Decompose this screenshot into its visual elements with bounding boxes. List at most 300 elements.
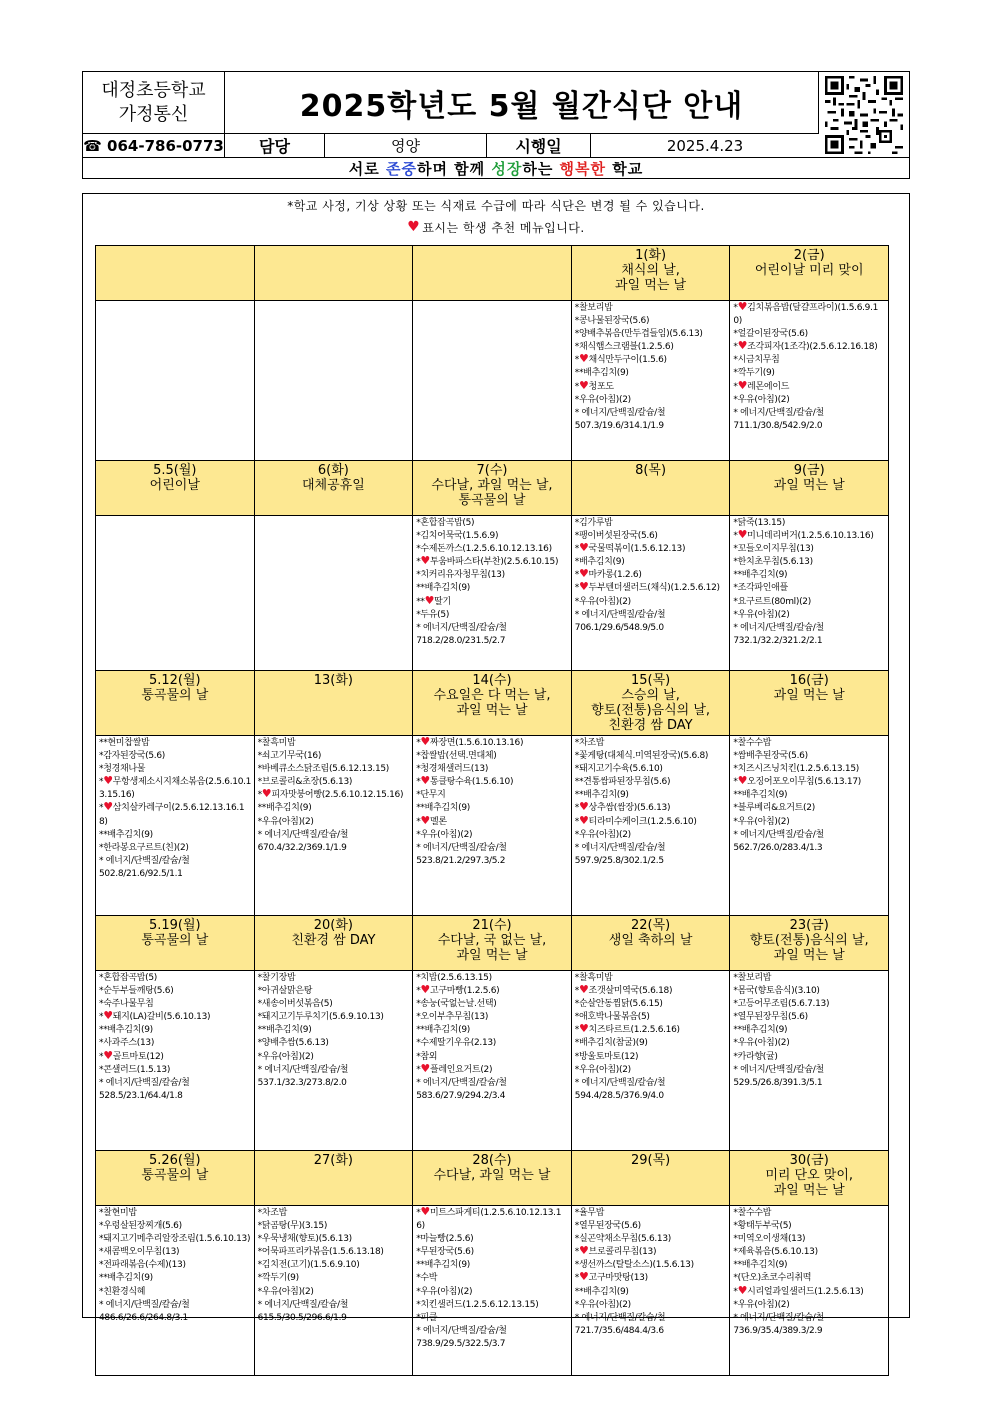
day-date: 27(화) [313, 1153, 354, 1168]
day-date: 29(목) [630, 1153, 671, 1168]
day-date: 5.5(월) [153, 463, 197, 478]
week-heading-row [96, 916, 889, 971]
menu-item [733, 1233, 886, 1246]
menu-item [733, 543, 886, 556]
menu-item-text: **현미찹쌀밥 [99, 738, 150, 748]
menu-item-text: *숙주나물무침 [99, 999, 154, 1010]
day-menu-cell [254, 516, 413, 671]
menu-item [258, 1207, 411, 1220]
menu-item [733, 367, 886, 380]
slogan-segment: 행복한 [559, 159, 607, 178]
menu-item-name: 마카롱(1.2.6) [588, 570, 642, 581]
day-heading [730, 916, 889, 971]
menu-item [99, 1220, 252, 1233]
menu-item [416, 789, 569, 802]
menu-item [733, 1011, 886, 1024]
nutrition-values: 486.6/26.6/264.8/3.1 [99, 1312, 188, 1323]
menu-item-text: *찰보리밥 [574, 303, 613, 313]
day-heading [730, 461, 889, 516]
menu-item-text: *새콤백오이무침(13) [99, 1247, 180, 1258]
menu-item-text: *콘샐러드(1.5.13) [99, 1064, 171, 1075]
menu-item [575, 1037, 728, 1050]
menu-item-name: 고구마맛탕(13) [588, 1273, 648, 1284]
day-date: 7(수) [476, 463, 508, 478]
menu-item-text: * [574, 1247, 579, 1258]
menu-item-text: * [733, 342, 738, 353]
day-date: 2(금) [793, 248, 825, 263]
nutrition-label: * 에너지/단백질/칼슘/철 [99, 1077, 190, 1088]
day-heading [254, 461, 413, 516]
menu-item-name: 조각피자(1조각)(2.5.6.12.16.18) [747, 342, 878, 353]
menu-item-name: 삼치살카레구이(2.5.6.12.13.16.18) [99, 803, 245, 827]
menu-item-text: * [574, 816, 579, 827]
menu-item-text: *우묵냉채(향토)(5.6.13) [257, 1234, 352, 1245]
menu-item [575, 582, 728, 595]
menu-item-text: *실곤약채소무침(5.6.13) [574, 1234, 671, 1245]
menu-item-text: *수박 [416, 1273, 438, 1284]
nutrition-values: 529.5/26.8/391.3/5.1 [733, 1077, 823, 1088]
menu-item [575, 1259, 728, 1272]
menu-item-text: *돼지고기두루치기(5.6.9.10.13) [257, 1012, 384, 1023]
menu-item-text: * [574, 1025, 579, 1036]
nutrition-label: * 에너지/단백질/칼슘/철 [574, 842, 666, 853]
nutrition-values: 507.3/19.6/314.1/1.9 [574, 420, 664, 431]
heart-icon: ♥ [578, 567, 589, 581]
menu-item-text: *열무된장무침(5.6) [733, 1012, 808, 1023]
day-heading [254, 1151, 413, 1206]
day-theme: 통곡물의 날 [141, 688, 209, 703]
menu-item [258, 1246, 411, 1259]
menu-item [416, 569, 569, 582]
menu-item-text: *쇠고기무국(16) [257, 751, 322, 762]
menu-item-text: *우유(아침)(2) [574, 1064, 631, 1075]
menu-item [99, 1207, 252, 1220]
nutrition-label: * 에너지/단백질/칼슘/철 [257, 1064, 349, 1075]
menu-item-text: *우유(아침)(2) [574, 394, 631, 405]
menu-item-text: *콩나물된장국(5.6) [574, 316, 650, 327]
day-heading [571, 671, 730, 736]
menu-item [416, 1011, 569, 1024]
menu-item [416, 517, 569, 530]
nutrition-label: * 에너지/단백질/칼슘/철 [574, 1312, 666, 1323]
menu-item-name: 브로콜리무침(13) [588, 1247, 657, 1258]
day-theme: 수다날, 과일 먹는 날, [431, 478, 553, 493]
slogan-segment: 학교 [606, 159, 644, 178]
notice-recommend [83, 216, 909, 238]
day-menu-cell [730, 301, 889, 461]
day-heading [96, 1151, 255, 1206]
nutrition-label: * 에너지/단백질/칼슘/철 [574, 1077, 666, 1088]
menu-item [99, 1037, 252, 1050]
menu-item [258, 972, 411, 985]
menu-item [575, 596, 728, 609]
menu-item [99, 763, 252, 776]
menu-item-text: * [99, 777, 104, 788]
menu-item-text: **배추김치(9) [733, 1025, 788, 1036]
sihaeng-date: 2025.4.23 [666, 136, 744, 155]
menu-item [258, 763, 411, 776]
day-menu-cell [730, 971, 889, 1151]
menu-item-text: *친환경식혜 [99, 1286, 146, 1297]
menu-item-text: **배추김치(9) [574, 1286, 629, 1297]
menu-item-text: * [416, 738, 421, 748]
menu-item [574, 378, 728, 394]
slogan-segment: 서로 [348, 159, 386, 178]
heart-icon: ♥ [420, 554, 430, 568]
menu-item-text: *팽이버섯된장국(5.6) [574, 531, 658, 542]
day-theme: 수다날, 국 없는 날, [437, 933, 547, 948]
menu-item-text: *청경채샐러드(13) [416, 764, 489, 775]
menu-item [733, 1024, 886, 1037]
menu-item [733, 816, 886, 829]
menu-item-text: *닭곰탕(무)(3.15) [257, 1221, 328, 1232]
week-menu-row [96, 301, 889, 461]
menu-item-name: 오징어포오이무침(5.6.13.17) [747, 777, 861, 788]
day-heading [96, 671, 255, 736]
menu-item [258, 776, 411, 789]
menu-item-text: *수제돈까스(1.2.5.6.10.12.13.16) [416, 544, 552, 555]
heart-icon: ♥ [578, 378, 589, 392]
menu-item [416, 813, 569, 829]
day-menu-cell [413, 736, 572, 916]
heart-icon: ♥ [737, 1283, 748, 1297]
menu-item-text: *배추김치(참굴)(9) [574, 1038, 648, 1049]
menu-item [575, 315, 728, 328]
menu-item-text: *한치초무침(5.6.13) [733, 557, 813, 568]
menu-item [733, 985, 886, 998]
day-heading [571, 1151, 730, 1206]
menu-item [416, 582, 569, 595]
day-menu-cell [254, 971, 413, 1151]
day-date: 20(화) [313, 918, 354, 933]
qr-code-image [825, 76, 903, 154]
menu-item-text: *양배추볶음(만두겹들임)(5.6.13) [574, 329, 703, 340]
week-heading-row [96, 461, 889, 516]
slogan-segment: 하는 [522, 159, 560, 178]
day-theme: 과일 먹는 날 [456, 703, 528, 718]
day-heading [730, 671, 889, 736]
day-menu-cell [96, 736, 255, 916]
day-heading [254, 671, 413, 736]
day-theme: 과일 먹는 날 [773, 1183, 845, 1198]
menu-item-text: **배추김치(9) [416, 1260, 471, 1271]
nutrition-label: * 에너지/단백질/칼슘/철 [257, 829, 349, 840]
menu-item [99, 1011, 252, 1024]
nutrition-label: * 에너지/단백질/칼슘/철 [733, 1064, 824, 1075]
menu-item-text: *우유(아침)(2) [733, 609, 790, 620]
heart-icon: ♥ [261, 787, 272, 801]
menu-item-text: *찰흑미밥 [574, 973, 613, 983]
heart-icon: ♥ [578, 813, 589, 827]
day-menu-cell [413, 971, 572, 1151]
menu-item-text: *돼지고기메추리알장조림(1.5.6.10.13) [99, 1234, 251, 1245]
day-heading [254, 916, 413, 971]
menu-item [99, 776, 252, 802]
day-menu-cell [571, 1206, 730, 1376]
menu-item-text: **배추김치(9) [99, 1273, 153, 1284]
menu-item [99, 972, 252, 985]
menu-item [258, 816, 411, 829]
menu-item [99, 1286, 252, 1299]
menu-item-text: **배추김치(9) [574, 368, 629, 379]
day-date: 21(수) [472, 918, 512, 933]
menu-item-text: *깍두기(9) [733, 368, 775, 379]
menu-item [416, 1037, 569, 1050]
nutrition-values: 537.1/32.3/273.8/2.0 [257, 1077, 347, 1088]
menu-item-text: *찰현미밥 [99, 1208, 137, 1218]
menu-item-text: *우유(아침)(2) [257, 816, 314, 827]
heart-icon: ♥ [578, 1022, 589, 1036]
menu-item [99, 1259, 252, 1272]
day-menu-cell [96, 516, 255, 671]
menu-item [416, 609, 569, 622]
menu-item-text: *참외 [416, 1051, 438, 1062]
nutrition-label: * 에너지/단백질/칼슘/철 [416, 1325, 507, 1336]
menu-item [575, 1051, 728, 1064]
day-menu-cell [254, 301, 413, 461]
menu-item-text: *순두부들깨탕(5.6) [99, 986, 174, 997]
menu-item-text: * [733, 531, 738, 542]
day-heading [413, 246, 572, 301]
menu-item-text: *방울토마토(12) [574, 1051, 639, 1062]
menu-item-name: 두부텐더샐러드(채식)(1.2.5.6.12) [588, 583, 720, 594]
menu-item [416, 1246, 569, 1259]
page-title: 2025학년도 5월 월간식단 안내 [225, 72, 819, 134]
menu-item-name: 돼지(LA)갈비(5.6.10.13) [112, 1012, 211, 1023]
day-heading [730, 1151, 889, 1206]
menu-item-name: 레몬에이드 [747, 381, 790, 392]
nutrition-values: 711.1/30.8/542.9/2.0 [733, 420, 823, 431]
heart-icon: ♥ [420, 1061, 430, 1075]
menu-item-name: 딸기 [434, 596, 451, 607]
day-menu-cell [413, 1206, 572, 1376]
menu-item [575, 1064, 728, 1077]
nutrition-values: 594.4/28.5/376.9/4.0 [574, 1090, 664, 1101]
menu-item [733, 556, 886, 569]
menu-item-text: *우유(아침)(2) [574, 596, 631, 607]
menu-item-name: 채식만두구이(1.5.6) [588, 355, 667, 366]
menu-item-name: 상추쌈(쌈장)(5.6.13) [588, 803, 671, 814]
menu-item-text: *몸국(향토음식)(3.10) [733, 986, 820, 997]
menu-item [416, 1233, 569, 1246]
menu-item-text: *찰흑미밥 [257, 738, 296, 748]
menu-item-text: *율무밥 [574, 1208, 605, 1218]
menu-item [733, 998, 886, 1011]
menu-item [575, 302, 728, 315]
menu-item-text: *우유(아침)(2) [733, 1038, 790, 1049]
heart-icon: ♥ [578, 580, 589, 594]
menu-item [733, 1299, 886, 1312]
heart-icon: ♥ [578, 1244, 589, 1258]
week-menu-row [96, 516, 889, 671]
menu-item-text: **배추김치(9) [574, 790, 629, 801]
nutrition-values: 718.2/28.0/231.5/2.7 [416, 635, 506, 646]
menu-item [99, 985, 252, 998]
menu-item-text: *피클 [416, 1312, 438, 1323]
menu-item-text: *우유(아침)(2) [416, 1286, 473, 1297]
menu-item [258, 1037, 411, 1050]
menu-item-text: *배추김치(9) [574, 557, 625, 568]
day-date: 14(수) [472, 673, 512, 688]
day-theme: 과일 먹는 날 [773, 478, 845, 493]
day-heading [571, 246, 730, 301]
menu-item [258, 1272, 411, 1285]
slogan-segment: 존중 [385, 159, 417, 178]
menu-item-text: *우유(아침)(2) [257, 1051, 314, 1062]
menu-item [733, 609, 886, 622]
menu-item [99, 1246, 252, 1259]
menu-item [99, 737, 252, 750]
menu-item-text: *치킨샐러드(1.2.5.6.12.13.15) [416, 1299, 539, 1310]
menu-item [258, 1024, 411, 1037]
menu-item [733, 328, 886, 341]
menu-item [733, 1051, 886, 1064]
day-heading [254, 246, 413, 301]
menu-item-text: *혼합잡곡밥(5) [99, 973, 158, 983]
menu-item-text: **배추김치(9) [733, 790, 788, 801]
day-date: 13(화) [313, 673, 354, 688]
sihaeng-label: 시행일 [487, 134, 591, 157]
menu-item-text: *얼갈이된장국(5.6) [733, 329, 808, 340]
nutrition-values: 583.6/27.9/294.2/3.4 [416, 1090, 506, 1101]
menu-item-name: 투움바파스타(부찬)(2.5.6.10.15) [429, 557, 559, 568]
menu-item [575, 1299, 728, 1312]
menu-item [575, 776, 728, 789]
menu-item-text: *브로콜리&초장(5.6.13) [257, 777, 353, 788]
menu-item [733, 1037, 886, 1050]
heart-icon: ♥ [737, 378, 748, 392]
menu-item [575, 394, 728, 407]
menu-item-text: *양배추쌈(5.6.13) [257, 1038, 329, 1049]
nutrition-label: * 에너지/단백질/칼슘/철 [574, 609, 666, 620]
menu-item [574, 813, 728, 829]
day-theme: 통곡물의 날 [458, 493, 526, 508]
menu-item-text: *수제딸기우유(2.13) [416, 1038, 497, 1049]
menu-item [575, 789, 728, 802]
day-date: 16(금) [789, 673, 829, 688]
menu-item [733, 569, 886, 582]
menu-item-text: *김가루밥 [574, 518, 613, 528]
day-menu-cell [571, 301, 730, 461]
day-menu-cell [96, 971, 255, 1151]
day-theme: 수요일은 다 먹는 날, [433, 688, 551, 703]
heart-icon: ♥ [737, 339, 748, 353]
menu-item-text: *청경채나물 [99, 764, 146, 775]
menu-item-text: *찰보리밥 [733, 973, 772, 983]
menu-item-text: * [416, 557, 421, 568]
day-menu-cell [96, 301, 255, 461]
day-theme: 통곡물의 날 [141, 933, 209, 948]
menu-item-text: *혼합잡곡밥(5) [416, 518, 475, 528]
nutrition-label: * 에너지/단백질/칼슘/철 [99, 855, 190, 866]
menu-item [258, 998, 411, 1011]
menu-item-text: *열무된장국(5.6) [574, 1221, 641, 1232]
menu-item [258, 1051, 411, 1064]
menu-item-text: *채식햄스크램블(1.2.5.6) [574, 342, 674, 353]
day-heading [413, 916, 572, 971]
day-menu-cell [254, 736, 413, 916]
heart-icon: ♥ [737, 774, 748, 788]
heart-icon: ♥ [420, 1205, 430, 1218]
menu-item-name: 미트스파게티(1.2.5.6.10.12.13.16) [416, 1208, 562, 1232]
menu-item-text: *요구르트(80ml)(2) [733, 596, 811, 607]
menu-item-text: *단무지 [416, 790, 446, 801]
day-heading [571, 461, 730, 516]
day-heading [96, 916, 255, 971]
menu-item [575, 1011, 728, 1024]
menu-item-text: *찰기장밥 [257, 973, 296, 983]
menu-item [575, 1233, 728, 1246]
day-menu-cell [96, 1206, 255, 1376]
menu-item-text: * [574, 803, 579, 814]
menu-item [416, 763, 569, 776]
menu-item [733, 517, 886, 530]
newsletter-header [82, 71, 910, 179]
menu-item-text: *우유(아침)(2) [733, 1299, 790, 1310]
menu-item-text: *시금치무침 [733, 355, 780, 366]
menu-item-text: * [733, 381, 738, 392]
day-date: 22(목) [630, 918, 671, 933]
school-name: 대정초등학교 [101, 79, 206, 101]
nutrition-values: 738.9/29.5/322.5/3.7 [416, 1338, 506, 1349]
menu-item-text: * [99, 1051, 104, 1062]
menu-item-text: *치커리유자청무침(13) [416, 570, 505, 581]
heart-icon: ♥ [578, 352, 589, 366]
menu-item-text: *순살안동찜닭(5.6.15) [574, 999, 663, 1010]
menu-item-name: 김치볶음밥(달걀프라이)(1.5.6.9.10) [733, 303, 879, 327]
menu-item-text: **배추김치(9) [416, 583, 471, 594]
day-theme: 향토(전통)음식의 날, [749, 933, 869, 948]
menu-item-text: *감자된장국(5.6) [99, 751, 166, 762]
menu-item [258, 789, 411, 802]
menu-item [575, 802, 728, 815]
heart-icon: ♥ [420, 735, 430, 748]
day-date: 9(금) [793, 463, 825, 478]
menu-item-text: *치즈시즈닝치킨(1.2.5.6.13.15) [733, 764, 859, 775]
phone-number: ☎ 064-786-0773 [83, 134, 225, 157]
nutrition-label: * 에너지/단백질/칼슘/철 [257, 1299, 349, 1310]
menu-item-text: *전파래볶음(수제)(13) [99, 1260, 186, 1271]
menu-item [733, 394, 886, 407]
menu-item [575, 1246, 728, 1259]
day-menu-cell [413, 516, 572, 671]
menu-item [258, 1011, 411, 1024]
heart-icon: ♥ [578, 541, 589, 555]
menu-item-text: ** [416, 596, 425, 607]
menu-item-text: * [416, 777, 421, 788]
day-date: 1(화) [635, 248, 667, 263]
menu-item-text: * [257, 790, 262, 801]
menu-item-text: *돼지고기수육(5.6.10) [574, 764, 663, 775]
day-theme: 친환경 쌈 DAY [291, 933, 376, 948]
menu-item [99, 1272, 252, 1285]
day-theme: 생일 축하의 날 [608, 933, 693, 948]
menu-item-text: *한라봉요구르트(친)(2) [99, 842, 189, 853]
menu-item [575, 517, 728, 530]
menu-item [99, 1024, 252, 1037]
day-theme: 과일 먹는 날 [456, 948, 528, 963]
menu-item-name: 피자맛붕어빵(2.5.6.10.12.15.16) [271, 790, 404, 801]
day-date: 23(금) [789, 918, 829, 933]
menu-item [258, 750, 411, 763]
menu-item-name: 통클탕수육(1.5.6.10) [429, 777, 514, 788]
menu-item [416, 1061, 569, 1077]
menu-item-text: *차조밥 [257, 1208, 287, 1218]
menu-item-text: *블루베리&요거트(2) [733, 803, 815, 814]
day-date: 30(금) [789, 1153, 829, 1168]
menu-item-text: *카라향(귤) [733, 1051, 778, 1062]
day-theme: 스승의 날, [621, 688, 680, 703]
